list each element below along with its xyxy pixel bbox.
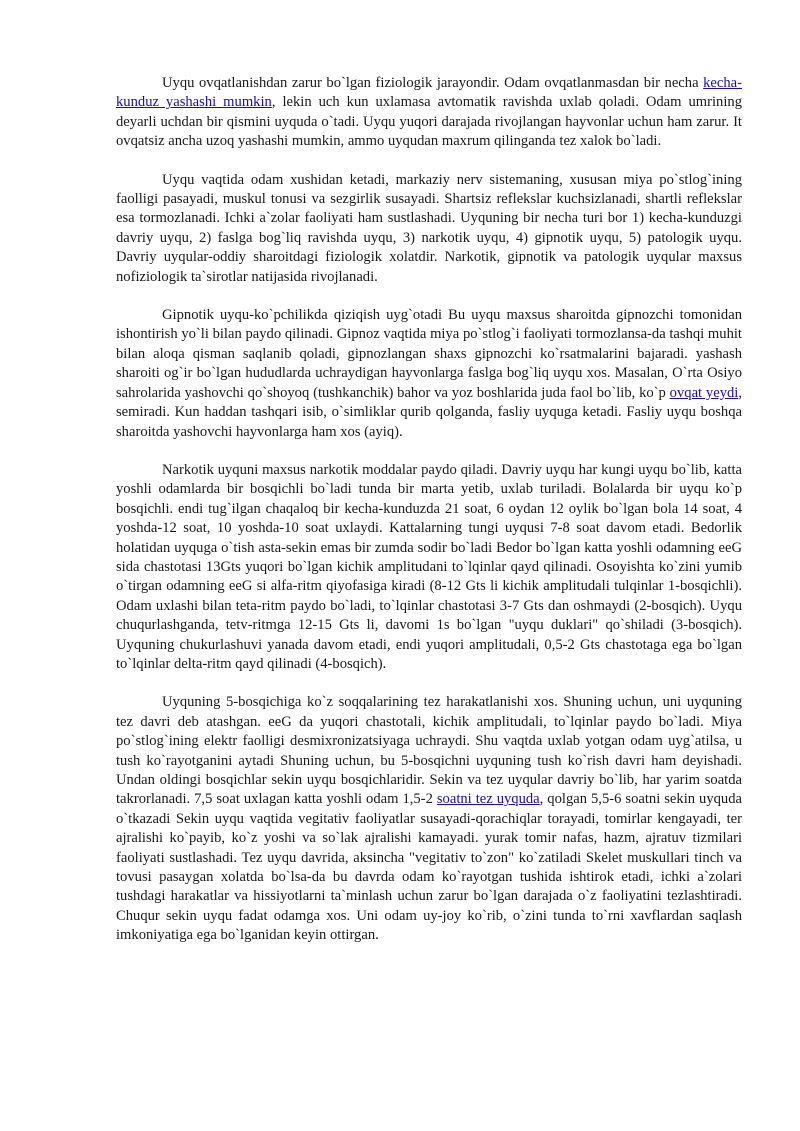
link-soatni-tez-uyquda[interactable]: soatni tez uyquda [436, 791, 540, 808]
link-ovqat-yeydi[interactable]: ovqat yeydi [669, 384, 739, 401]
paragraph-1-text-a: Uyqu ovqatlanishdan zarur bo`lgan fiziologik jarayondir. Odam ovqatlanmasdan bir necha [162, 75, 704, 91]
paragraph-4 [116, 461, 742, 674]
paragraph-3-text-b: , semiradi. Kun haddan tashqari isib, o`simliklar qurib qolganda, fasliy uyquga ketadi. Fasliy uyqu boshqa sharoitda yashovchi hayvonlarga ham xos (ayiq). [116, 384, 742, 440]
paragraph-5 [116, 693, 742, 945]
paragraph-3-text-a: Gipnotik uyqu-ko`pchilikda qiziqish uyg`otadi Bu uyqu maxsus sharoitda gipnozchi tomonidan ishontirish yo`li bilan paydo qilinadi. Gipnoz vaqtida miya po`stlog`i faoliyati tormozlansa-da tashqi muhit bilan aloqa qisman saqlanib qoladi, gipnozlangan shaxs gipnozchi ko`rsatmalarini bajaradi. yashash sharoiti og`ir bo`lgan hududlarda uchraydigan hayvonlarga faslga bog`liq uyqu xos. Masalan, O`rta Osiyo sahrolarida yashovchi qo`shoyoq (tushkanchik) bahor va yoz boshlarida juda faol bo`lib, ko`p [116, 307, 742, 401]
link-kecha-kunduz[interactable]: kecha-kunduz yashashi mumkin [116, 75, 742, 111]
paragraph-5-text-b: , qolgan 5,5-6 soatni sekin uyquda o`tkazadi Sekin uyqu vaqtida vegitativ faoliyatlar susayadi-qorachiqlar torayadi, tomirlar kengayadi, ter ajralishi ko`payib, ko`z yoshi va so`lak ajralishi kamayadi. yurak tomir nafas, hazm, ajratuv tizmilari faoliyati sustlashadi. Tez uyqu davrida, aksincha "vegitativ to`zon" ko`zatiladi Skelet muskullari tinch va tovusi pasaygan xolatda bo`lsa-da bu davrda odam ko`rayotgan tushida ishtirok etadi, ichki a`zolari tushdagi harakatlar va hissiyotlarni ta`minlash uchun zarur bo`lgan darajada o`z faoliyatini tezlashtiradi. Chuqur sekin uyqu fadat odamga xos. Uni odam uy-joy ko`rib, o`zini tunda to`rni xavflardan saqlash imkoniyatiga ega bo`lganidan keyin ottirgan. [116, 791, 742, 944]
paragraph-3 [116, 306, 742, 442]
paragraph-2 [116, 171, 742, 287]
paragraph-4-text: Narkotik uyquni maxsus narkotik moddalar paydo qiladi. Davriy uyqu har kungi uyqu bo`lib, katta yoshli odamlarda bir bosqichli bo`ladi tunda bir marta yetib, uxlab turiladi. Bolalarda bir uyqu ko`p bosqichli. endi tug`ilgan chaqaloq bir kecha-kunduzda 21 soat, 6 oydan 12 oylik bo`lgan bola 14 soat, 4 yoshda-12 soat, 10 yoshda-10 soat uxlaydi. Kattalarning tungi uyqusi 7-8 soat davom etadi. Bedorlik holatidan uyquga o`tish asta-sekin emas bir zumda sodir bo`ladi Bedor bo`lgan katta yoshli odamning eeG sida chastotasi 13Gts yuqori bo`lgan kichik amplitudani to`lqinlar qayd qilinadi. Osoyishta ko`zini yumib o`tirgan odamning eeG si alfa-ritm qiyofasiga kiradi (8-12 Gts li kichik amplitudali tulqinlar 1-bosqichli). Odam uxlashi bilan teta-ritm paydo bo`ladi, to`lqinlar chastotasi 3-7 Gts dan oshmaydi (2-bosqich). Uyqu chuqurlashganda, tetv-ritmga 12-15 Gts li, davomi 1s bo`lgan "uyqu duklari" qo`shiladi (3-bosqich). Uyquning chukurlashuvi yanada davom etadi, endi yuqori amplitudali, 0,5-2 Gts chastotaga ega bo`lgan to`lqinlar delta-ritm qayd qilinadi (4-bosqich). [116, 461, 742, 672]
paragraph-2-text: Uyqu vaqtida odam xushidan ketadi, markaziy nerv sistemaning, xususan miya po`stlog`ining faolligi pasayadi, muskul tonusi va sezgirlik susayadi. Shartsiz reflekslar kuchsizlanadi, shartli reflekslar esa tormozlanadi. Ichki a`zolar faoliyati ham sustlashadi. Uyquning bir necha turi bor 1) kecha-kunduzgi davriy uyqu, 2) faslga bog`liq ravishda uyqu, 3) narkotik uyqu, 4) gipnotik uyqu, 5) patologik uyqu. Davriy uyqular-oddiy sharoitdagi fiziologik xolatdir. Narkotik, gipnotik va patologik uyqular maxsus nofiziologik ta`sirotlar natijasida rivojlanadi. [116, 171, 742, 285]
paragraph-1-text-b: , lekin uch kun uxlamasa avtomatik ravishda uxlab qoladi. Odam umrining deyarli uchdan bir qismini uyquda o`tadi. Uyqu yuqori darajada rivojlangan hayvonlar uchun ham zarur. It ovqatsiz ancha uzoq yashashi mumkin, ammo uyqudan maxrum qilinganda tez xalok bo`ladi. [116, 94, 742, 150]
paragraph-5-text-a: Uyquning 5-bosqichiga ko`z soqqalarining tez harakatlanishi xos. Shuning uchun, uni uyquning tez davri deb atashgan. eeG da yuqori chastotali, kichik amplitudali, to`lqinlar paydo bo`ladi. Miya po`stlog`ining elektr faolligi desmixronizatsiyaga uchraydi. Shu vaqtda uxlab yotgan odam uyg`atilsa, u tush ko`rayotganini aytadi Shuning uchun, bu 5-bosqichni uyquning tush ko`rish davri ham deyishadi. Undan oldingi bosqichlar sekin uyqu bosqichlaridir. Sekin va tez uyqular davriy bo`lib, har yarim soatda takrorlanadi. 7,5 soat uxlagan katta yoshli odam 1,5-2 [116, 694, 742, 808]
paragraph-1 [116, 74, 742, 152]
